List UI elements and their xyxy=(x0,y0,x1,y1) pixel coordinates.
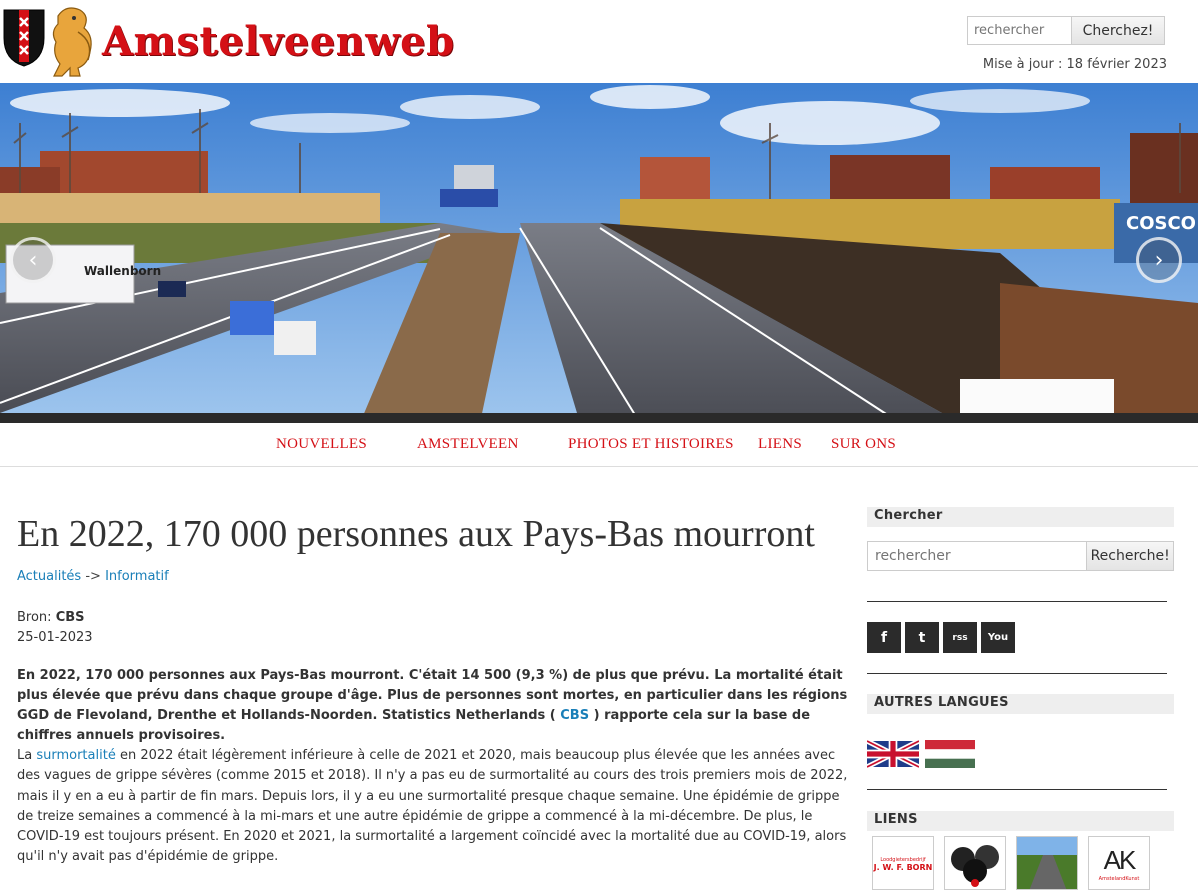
lion-icon[interactable] xyxy=(44,2,100,78)
sidebar-search-button[interactable]: Recherche! xyxy=(1086,541,1174,571)
article-title: En 2022, 170 000 personnes aux Pays-Bas mourront xyxy=(17,513,815,555)
link-born-text-b: J. W. F. BORN xyxy=(873,863,933,872)
breadcrumb-actualites[interactable]: Actualités xyxy=(17,569,82,584)
lead-cbs-link[interactable]: CBS xyxy=(560,708,590,723)
breadcrumb-separator: -> xyxy=(81,569,106,584)
link-ak-logo: AK xyxy=(1103,845,1135,875)
source-line xyxy=(17,608,93,628)
lead-text-1: En 2022, 170 000 personnes aux Pays-Bas mourront. C'était 14 500 (9,3 %) de plus que prévu. La mortalité était plus élevée que prévu dans chaque groupe d'âge. Plus de personnes sont mortes, en particulier dans les régions GGD de Flevoland, Drenthe et Hollands-Noorden. Statistics Netherlands ( xyxy=(17,668,848,723)
languages-heading: AUTRES LANGUES xyxy=(867,694,1174,714)
source-name: CBS xyxy=(55,610,85,625)
amsterdam-shield-icon[interactable] xyxy=(2,8,46,68)
header-search-input[interactable] xyxy=(967,16,1071,45)
sidebar-search-input[interactable] xyxy=(867,541,1086,571)
hero-banner xyxy=(0,83,1198,423)
link-balls-thumb[interactable] xyxy=(944,836,1006,890)
highway-photo xyxy=(0,83,1198,423)
road-image xyxy=(1017,837,1078,890)
container-label: COSCO xyxy=(1126,213,1196,234)
body-text-2: en 2022 était légèrement inférieure à celle de 2021 et 2020, mais beaucoup plus élevée que les années avec des vagues de grippe sévères (comme 2015 et 2018). Il n'y a pas eu de surmortalité au cours des trois premiers mois de 2022, mais il y en a eu à partir de fin mars. Depuis lors, il y a eu une surmortalité presque chaque semaine. Une épidémie de grippe de treize semaines a commencé à la mi-mars et une autre épidémie de grippe a commencé à la mi-décembre. De plus, le COVID-19 est toujours présent. En 2020 et 2021, la surmortalité a largement coïncidé avec la mortalité due au COVID-19, alors qu'il n'y avait pas d'épidémie de grippe. xyxy=(17,748,848,865)
breadcrumb xyxy=(17,569,169,584)
sidebar-search-heading: Chercher xyxy=(867,507,1174,527)
article-date: 25-01-2023 xyxy=(17,630,93,645)
link-born-text-a: Loodgietersbedrijf xyxy=(880,857,926,863)
twitter-icon[interactable]: t xyxy=(905,622,939,653)
sidebar-divider xyxy=(867,789,1167,790)
nav-item-nouvelles[interactable]: NOUVELLES xyxy=(276,436,368,452)
uk-flag-icon[interactable] xyxy=(867,740,919,768)
body-text-1: La xyxy=(17,748,37,763)
chevron-left-icon: ‹ xyxy=(28,247,38,273)
nav-item-amstelveen[interactable]: AMSTELVEEN xyxy=(417,436,519,452)
site-header xyxy=(0,0,1198,83)
article-meta xyxy=(17,608,93,648)
header-search-button[interactable]: Cherchez! xyxy=(1071,16,1165,45)
facebook-icon[interactable]: f xyxy=(867,622,901,653)
link-road-thumb[interactable] xyxy=(1016,836,1078,890)
nav-item-photos[interactable]: PHOTOS ET HISTOIRES xyxy=(568,436,734,452)
nav-item-liens[interactable]: LIENS xyxy=(758,436,802,452)
banner-next-button[interactable] xyxy=(1136,237,1182,283)
body-surmortalite-link[interactable]: surmortalité xyxy=(36,748,116,763)
sidebar-search xyxy=(867,541,1174,571)
banner-prev-button[interactable] xyxy=(10,237,56,283)
bocce-balls-image xyxy=(945,837,1006,890)
link-born-thumb[interactable] xyxy=(872,836,934,890)
rss-icon[interactable]: rss xyxy=(943,622,977,653)
nav-item-sur-ons[interactable]: SUR ONS xyxy=(831,436,897,452)
source-label: Bron: xyxy=(17,610,56,625)
youtube-icon[interactable]: You xyxy=(981,622,1015,653)
link-amstelandkunst-thumb[interactable] xyxy=(1088,836,1150,890)
hungary-flag-icon[interactable] xyxy=(925,740,975,768)
sidebar-divider xyxy=(867,673,1167,674)
lead-text-2: ) rapporte cela sur la base de chiffres annuels provisoires. xyxy=(17,708,811,743)
truck-label: Wallenborn xyxy=(84,264,162,278)
chevron-right-icon: › xyxy=(1154,247,1164,273)
sidebar-divider xyxy=(867,601,1167,602)
site-logo-text[interactable]: Amstelveenweb xyxy=(102,18,455,65)
article-body xyxy=(17,746,855,868)
main-nav xyxy=(0,423,1198,467)
breadcrumb-informatif[interactable]: Informatif xyxy=(105,569,169,584)
update-date: Mise à jour : 18 février 2023 xyxy=(982,57,1167,72)
links-heading: LIENS xyxy=(867,811,1174,831)
link-ak-sub: AmstelandKunst xyxy=(1098,876,1140,882)
article-lead xyxy=(17,666,855,746)
header-search xyxy=(967,16,1165,45)
